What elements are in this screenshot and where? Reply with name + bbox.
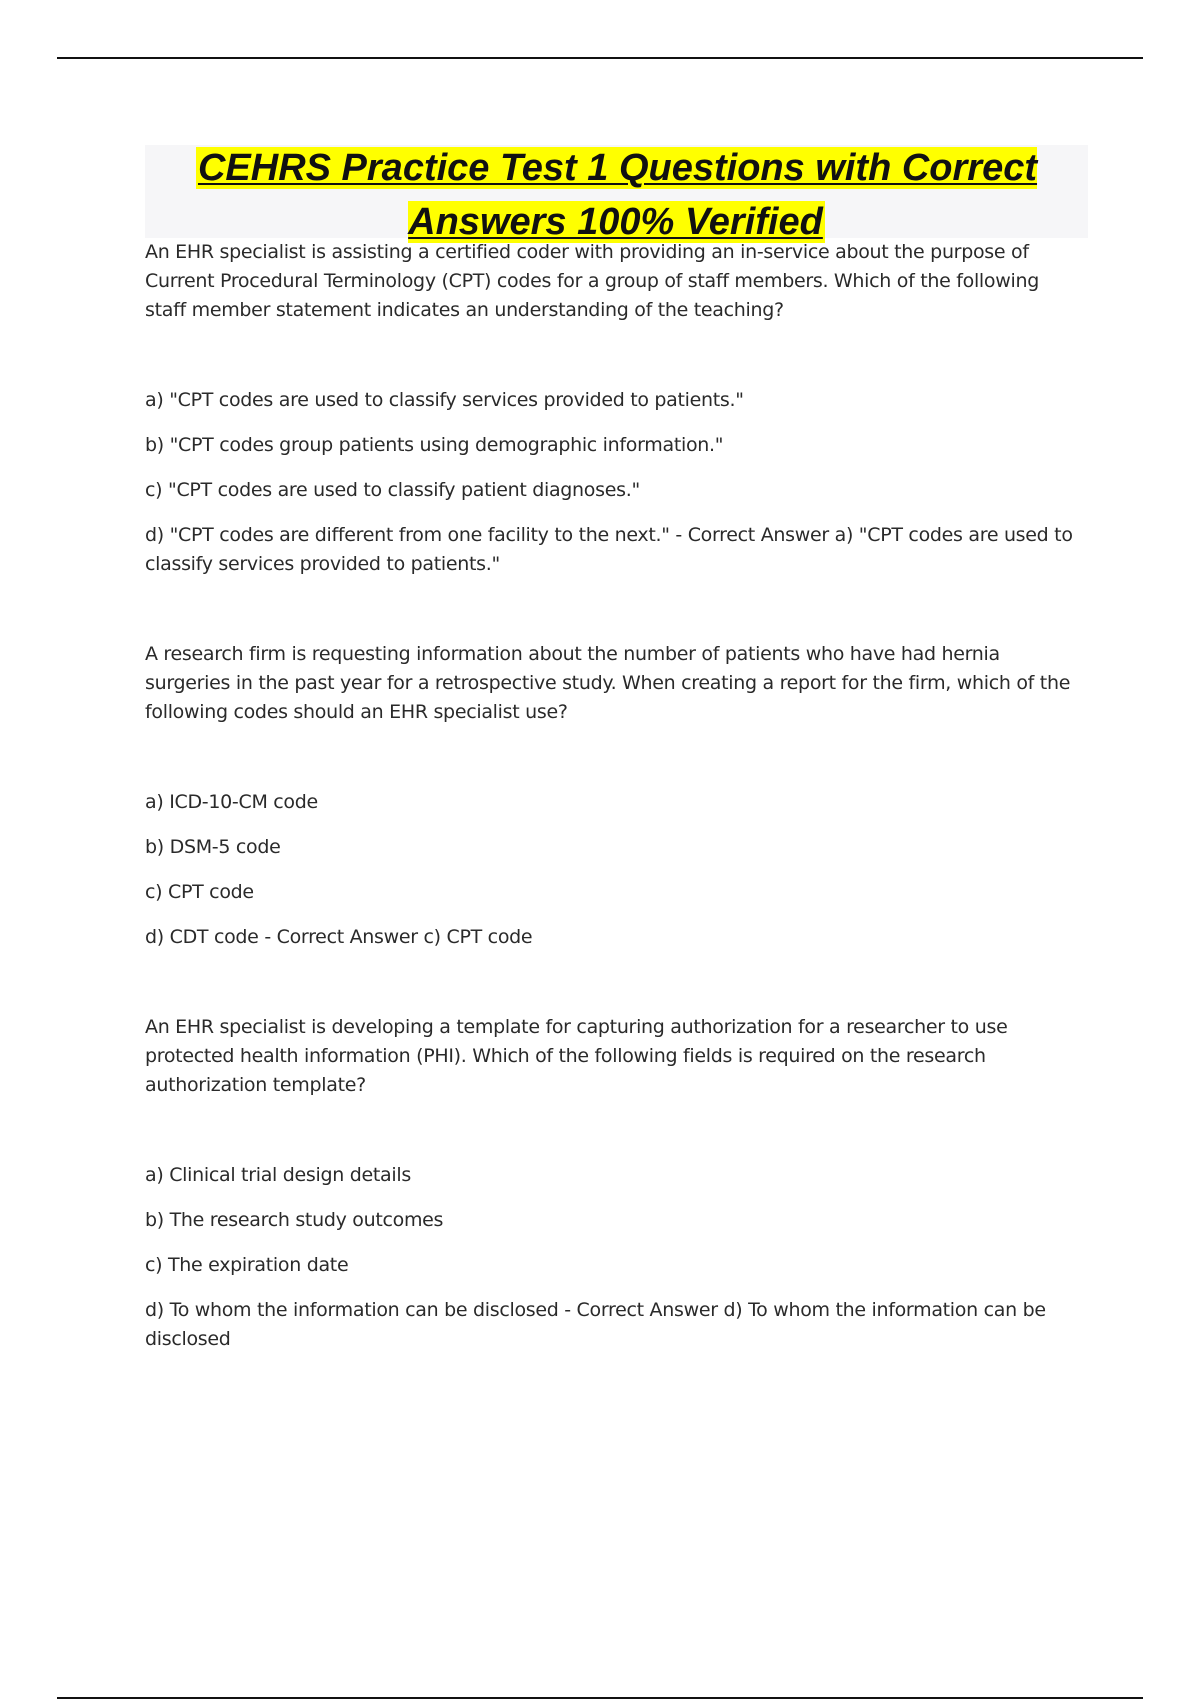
- question-2: [145, 640, 1075, 952]
- footer-rule: [57, 1697, 1143, 1699]
- answer-option-with-correct-answer: d) "CPT codes are different from one facility to the next." - Correct Answer a) "CPT codes are used to classify services provided to patients.": [145, 524, 1073, 575]
- answer-option: b) "CPT codes group patients using demographic information.": [145, 434, 724, 456]
- question-text: An EHR specialist is developing a template for capturing authorization for a researcher to use protected health information (PHI). Which of the following fields is required on the research authorization template?: [145, 1016, 1008, 1096]
- answer-option: c) CPT code: [145, 881, 254, 903]
- answer-option: b) DSM-5 code: [145, 836, 281, 858]
- question-spacer: [145, 325, 1075, 386]
- question-text: A research firm is requesting information about the number of patients who have had hernia surgeries in the past year for a retrospective study. When creating a report for the firm, which of the following codes should an EHR specialist use?: [145, 643, 1071, 723]
- answer-option: c) The expiration date: [145, 1254, 349, 1276]
- question-spacer: [145, 727, 1075, 788]
- answer-option-with-correct-answer: d) To whom the information can be disclosed - Correct Answer d) To whom the information can be disclosed: [145, 1299, 1046, 1350]
- header-rule: [57, 57, 1143, 59]
- title-block: [145, 145, 1088, 243]
- questions-section: [145, 238, 1075, 1354]
- answer-option: a) "CPT codes are used to classify services provided to patients.": [145, 389, 744, 411]
- question-separator: [145, 579, 1075, 640]
- question-text: An EHR specialist is assisting a certified coder with providing an in-service about the purpose of Current Procedural Terminology (CPT) codes for a group of staff members. Which of the following staff member statement indicates an understanding of the teaching?: [145, 241, 1039, 321]
- question-3: [145, 1013, 1075, 1354]
- question-separator: [145, 952, 1075, 1013]
- document-title: CEHRS Practice Test 1 Questions with Correct Answers 100% Verified: [197, 147, 1038, 243]
- answer-option: a) Clinical trial design details: [145, 1164, 411, 1186]
- answer-option: c) "CPT codes are used to classify patient diagnoses.": [145, 479, 640, 501]
- question-1: [145, 238, 1075, 579]
- answer-option: b) The research study outcomes: [145, 1209, 444, 1231]
- question-spacer: [145, 1100, 1075, 1161]
- answer-option: a) ICD-10-CM code: [145, 791, 318, 813]
- answer-option-with-correct-answer: d) CDT code - Correct Answer c) CPT code: [145, 926, 533, 948]
